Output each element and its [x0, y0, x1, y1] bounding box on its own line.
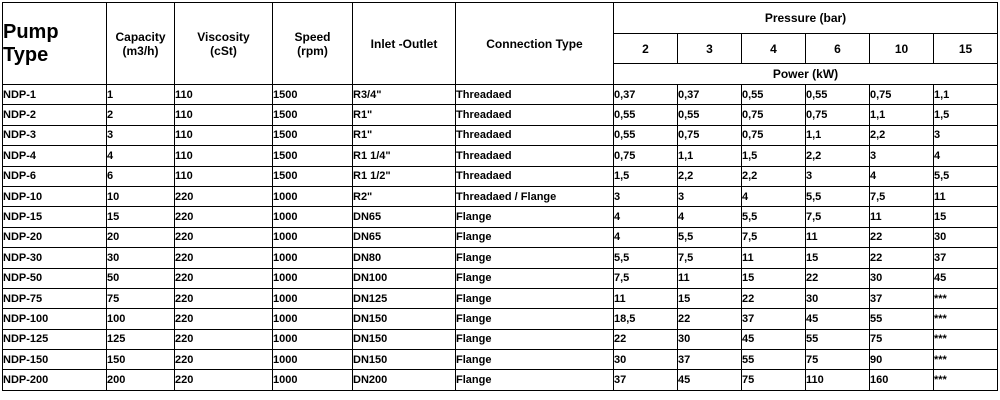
power-cell: 0,75	[678, 125, 742, 145]
power-cell: 4	[742, 186, 806, 206]
inlet-outlet-cell: DN125	[353, 288, 456, 308]
power-cell: ***	[934, 309, 998, 329]
speed-cell: 1000	[273, 186, 353, 206]
connection-type-cell: Threadaed	[456, 85, 614, 105]
pressure-6-header: 6	[806, 34, 870, 64]
power-cell: 2,2	[678, 166, 742, 186]
connection-type-cell: Threadaed	[456, 105, 614, 125]
viscosity-cell: 220	[175, 370, 273, 390]
viscosity-cell: 110	[175, 85, 273, 105]
inlet-outlet-cell: R2"	[353, 186, 456, 206]
power-cell: 1,5	[934, 105, 998, 125]
power-cell: 110	[806, 370, 870, 390]
inlet-outlet-cell: DN150	[353, 309, 456, 329]
table-row	[3, 146, 998, 166]
table-row	[3, 370, 998, 390]
power-cell: 55	[742, 350, 806, 370]
power-cell: 30	[614, 350, 678, 370]
pump-type-cell: NDP-30	[3, 248, 107, 268]
power-cell: 18,5	[614, 309, 678, 329]
speed-cell: 1500	[273, 105, 353, 125]
connection-type-cell: Flange	[456, 350, 614, 370]
power-cell: ***	[934, 329, 998, 349]
inlet-outlet-cell: DN150	[353, 329, 456, 349]
capacity-cell: 125	[107, 329, 175, 349]
speed-header-unit: (rpm)	[297, 43, 328, 58]
connection-type-cell: Flange	[456, 207, 614, 227]
viscosity-cell: 220	[175, 227, 273, 247]
table-row	[3, 309, 998, 329]
power-cell: 37	[678, 350, 742, 370]
pressure-group-header: Pressure (bar)	[614, 3, 998, 34]
power-cell: 0,55	[614, 105, 678, 125]
viscosity-cell: 220	[175, 268, 273, 288]
power-cell: 7,5	[870, 186, 934, 206]
power-cell: 75	[742, 370, 806, 390]
table-row	[3, 186, 998, 206]
power-cell: 55	[806, 329, 870, 349]
power-cell: 0,37	[614, 85, 678, 105]
power-cell: 7,5	[678, 248, 742, 268]
power-cell: 2,2	[742, 166, 806, 186]
connection-type-cell: Flange	[456, 309, 614, 329]
pump-type-cell: NDP-125	[3, 329, 107, 349]
pump-type-cell: NDP-6	[3, 166, 107, 186]
pump-type-cell: NDP-20	[3, 227, 107, 247]
power-cell: 22	[806, 268, 870, 288]
power-cell: 90	[870, 350, 934, 370]
inlet-outlet-cell: R1 1/2"	[353, 166, 456, 186]
power-cell: 45	[934, 268, 998, 288]
table-row	[3, 125, 998, 145]
power-cell: 3	[934, 125, 998, 145]
power-cell: 30	[678, 329, 742, 349]
power-cell: 1,1	[806, 125, 870, 145]
power-cell: 2,2	[870, 125, 934, 145]
pump-spec-table	[2, 2, 998, 391]
power-cell: 4	[934, 146, 998, 166]
power-cell: ***	[934, 288, 998, 308]
power-cell: 5,5	[614, 248, 678, 268]
connection-type-cell: Flange	[456, 370, 614, 390]
pump-type-cell: NDP-150	[3, 350, 107, 370]
power-cell: 5,5	[934, 166, 998, 186]
speed-cell: 1500	[273, 125, 353, 145]
pump-type-cell: NDP-100	[3, 309, 107, 329]
power-cell: 11	[614, 288, 678, 308]
connection-type-cell: Threadaed	[456, 125, 614, 145]
power-cell: 15	[806, 248, 870, 268]
power-cell: 5,5	[806, 186, 870, 206]
speed-header	[273, 3, 353, 85]
viscosity-header	[175, 3, 273, 85]
connection-type-cell: Flange	[456, 248, 614, 268]
pressure-3-header: 3	[678, 34, 742, 64]
table-row	[3, 166, 998, 186]
power-cell: 22	[870, 227, 934, 247]
pump-type-header-line2: Type	[3, 43, 49, 66]
power-cell: 0,55	[806, 85, 870, 105]
pressure-4-header: 4	[742, 34, 806, 64]
table-row	[3, 227, 998, 247]
speed-cell: 1000	[273, 248, 353, 268]
pressure-15-header: 15	[934, 34, 998, 64]
power-cell: 1,1	[934, 85, 998, 105]
viscosity-cell: 110	[175, 146, 273, 166]
capacity-cell: 200	[107, 370, 175, 390]
power-cell: 5,5	[678, 227, 742, 247]
capacity-header	[107, 3, 175, 85]
connection-type-cell: Threadaed / Flange	[456, 186, 614, 206]
viscosity-cell: 220	[175, 207, 273, 227]
power-cell: 0,55	[614, 125, 678, 145]
viscosity-cell: 220	[175, 186, 273, 206]
power-cell: 75	[806, 350, 870, 370]
power-cell: 45	[742, 329, 806, 349]
speed-cell: 1000	[273, 309, 353, 329]
power-cell: 0,75	[742, 125, 806, 145]
pump-type-cell: NDP-3	[3, 125, 107, 145]
power-cell: 37	[934, 248, 998, 268]
power-cell: 3	[870, 146, 934, 166]
viscosity-cell: 220	[175, 288, 273, 308]
speed-cell: 1000	[273, 288, 353, 308]
power-cell: 5,5	[742, 207, 806, 227]
power-cell: ***	[934, 350, 998, 370]
speed-cell: 1000	[273, 227, 353, 247]
capacity-header-unit: (m3/h)	[122, 43, 159, 58]
connection-type-cell: Flange	[456, 288, 614, 308]
power-cell: 30	[806, 288, 870, 308]
table-row	[3, 350, 998, 370]
power-cell: 0,75	[870, 85, 934, 105]
viscosity-cell: 220	[175, 248, 273, 268]
speed-cell: 1000	[273, 268, 353, 288]
power-cell: 11	[742, 248, 806, 268]
viscosity-cell: 220	[175, 309, 273, 329]
power-group-header: Power (kW)	[614, 64, 998, 85]
power-cell: 7,5	[742, 227, 806, 247]
pump-type-cell: NDP-4	[3, 146, 107, 166]
capacity-cell: 50	[107, 268, 175, 288]
pressure-10-header: 10	[870, 34, 934, 64]
power-cell: 1,5	[614, 166, 678, 186]
power-cell: 11	[870, 207, 934, 227]
power-cell: 0,75	[614, 146, 678, 166]
power-cell: 160	[870, 370, 934, 390]
capacity-cell: 1	[107, 85, 175, 105]
viscosity-cell: 220	[175, 329, 273, 349]
connection-type-cell: Flange	[456, 227, 614, 247]
connection-type-cell: Flange	[456, 268, 614, 288]
capacity-cell: 100	[107, 309, 175, 329]
capacity-header-label: Capacity	[115, 29, 166, 44]
capacity-cell: 20	[107, 227, 175, 247]
capacity-cell: 15	[107, 207, 175, 227]
power-cell: 30	[870, 268, 934, 288]
pump-type-header	[3, 3, 107, 85]
pump-type-cell: NDP-10	[3, 186, 107, 206]
power-cell: 0,55	[742, 85, 806, 105]
pump-type-cell: NDP-15	[3, 207, 107, 227]
capacity-cell: 4	[107, 146, 175, 166]
speed-cell: 1000	[273, 207, 353, 227]
power-cell: 7,5	[614, 268, 678, 288]
power-cell: 45	[806, 309, 870, 329]
power-cell: 4	[614, 227, 678, 247]
power-cell: 4	[614, 207, 678, 227]
inlet-outlet-cell: DN150	[353, 350, 456, 370]
power-cell: 3	[678, 186, 742, 206]
inlet-outlet-cell: DN80	[353, 248, 456, 268]
power-cell: 3	[614, 186, 678, 206]
power-cell: 22	[678, 309, 742, 329]
power-cell: 2,2	[806, 146, 870, 166]
inlet-outlet-cell: DN65	[353, 207, 456, 227]
power-cell: ***	[934, 370, 998, 390]
connection-type-cell: Threadaed	[456, 166, 614, 186]
table-row	[3, 85, 998, 105]
power-cell: 37	[614, 370, 678, 390]
power-cell: 4	[870, 166, 934, 186]
pressure-2-header: 2	[614, 34, 678, 64]
speed-cell: 1500	[273, 166, 353, 186]
inlet-outlet-cell: R1 1/4"	[353, 146, 456, 166]
power-cell: 15	[742, 268, 806, 288]
inlet-outlet-cell: DN65	[353, 227, 456, 247]
table-row	[3, 268, 998, 288]
power-cell: 1,1	[678, 146, 742, 166]
capacity-cell: 3	[107, 125, 175, 145]
power-cell: 11	[806, 227, 870, 247]
power-cell: 0,37	[678, 85, 742, 105]
speed-cell: 1500	[273, 85, 353, 105]
pump-type-cell: NDP-75	[3, 288, 107, 308]
viscosity-cell: 110	[175, 125, 273, 145]
capacity-cell: 30	[107, 248, 175, 268]
power-cell: 22	[742, 288, 806, 308]
speed-cell: 1000	[273, 370, 353, 390]
power-cell: 22	[870, 248, 934, 268]
pump-type-cell: NDP-1	[3, 85, 107, 105]
speed-cell: 1000	[273, 329, 353, 349]
power-cell: 11	[678, 268, 742, 288]
inlet-outlet-cell: R3/4"	[353, 85, 456, 105]
viscosity-header-label: Viscosity	[197, 29, 250, 44]
power-cell: 7,5	[806, 207, 870, 227]
pump-type-header-line1: Pump	[3, 20, 59, 43]
inlet-outlet-cell: R1"	[353, 105, 456, 125]
table-row	[3, 105, 998, 125]
inlet-outlet-header: Inlet -Outlet	[353, 3, 456, 85]
power-cell: 3	[806, 166, 870, 186]
table-row	[3, 207, 998, 227]
power-cell: 55	[870, 309, 934, 329]
power-cell: 45	[678, 370, 742, 390]
connection-type-header: Connection Type	[456, 3, 614, 85]
pump-type-cell: NDP-2	[3, 105, 107, 125]
table-row	[3, 248, 998, 268]
speed-header-label: Speed	[294, 29, 331, 44]
power-cell: 0,75	[742, 105, 806, 125]
table-row	[3, 288, 998, 308]
inlet-outlet-cell: DN100	[353, 268, 456, 288]
capacity-cell: 150	[107, 350, 175, 370]
speed-cell: 1000	[273, 350, 353, 370]
table-row	[3, 329, 998, 349]
power-cell: 0,55	[678, 105, 742, 125]
inlet-outlet-cell: DN200	[353, 370, 456, 390]
capacity-cell: 2	[107, 105, 175, 125]
power-cell: 30	[934, 227, 998, 247]
power-cell: 37	[742, 309, 806, 329]
power-cell: 1,1	[870, 105, 934, 125]
inlet-outlet-cell: R1"	[353, 125, 456, 145]
connection-type-cell: Flange	[456, 329, 614, 349]
power-cell: 22	[614, 329, 678, 349]
viscosity-cell: 110	[175, 166, 273, 186]
connection-type-cell: Threadaed	[456, 146, 614, 166]
power-cell: 75	[870, 329, 934, 349]
power-cell: 11	[934, 186, 998, 206]
capacity-cell: 6	[107, 166, 175, 186]
pump-type-cell: NDP-50	[3, 268, 107, 288]
pump-type-cell: NDP-200	[3, 370, 107, 390]
capacity-cell: 10	[107, 186, 175, 206]
power-cell: 1,5	[742, 146, 806, 166]
power-cell: 15	[678, 288, 742, 308]
table-body	[3, 85, 998, 391]
table-header	[3, 3, 998, 85]
power-cell: 15	[934, 207, 998, 227]
speed-cell: 1500	[273, 146, 353, 166]
capacity-cell: 75	[107, 288, 175, 308]
power-cell: 0,75	[806, 105, 870, 125]
power-cell: 37	[870, 288, 934, 308]
viscosity-cell: 110	[175, 105, 273, 125]
power-cell: 4	[678, 207, 742, 227]
viscosity-cell: 220	[175, 350, 273, 370]
viscosity-header-unit: (cSt)	[210, 43, 237, 58]
